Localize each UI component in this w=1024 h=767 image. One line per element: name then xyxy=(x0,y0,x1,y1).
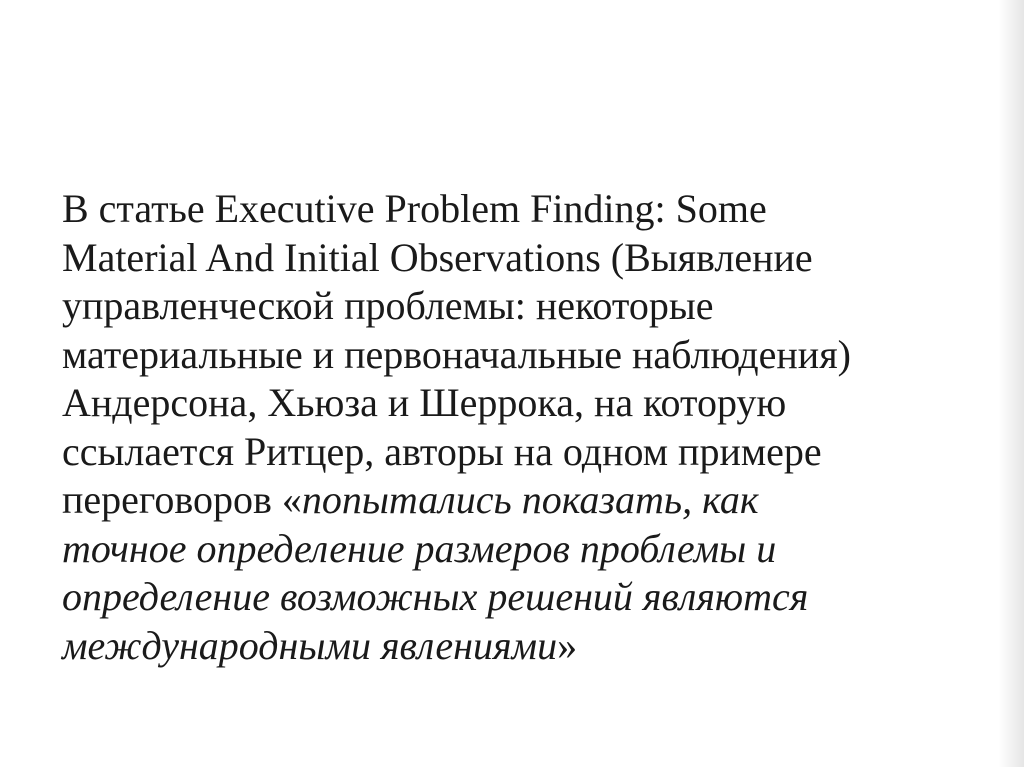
text-line: переговоров «попытались показать, как xyxy=(62,477,759,522)
text-line xyxy=(62,573,992,622)
quote-text: попытались показать, как xyxy=(301,477,759,522)
text-line xyxy=(62,622,992,671)
text-line: ссылается Ритцер, авторы на одном примере xyxy=(62,428,822,474)
quote-text: точное определение размеров проблемы и xyxy=(62,525,777,571)
text-line: В статье Executive Problem Finding: Some xyxy=(62,186,767,231)
text-line: материальные и первоначальные наблюдения) xyxy=(62,331,851,377)
right-edge-shadow xyxy=(998,0,1024,767)
text-line: Андерсона, Хьюза и Шеррока, на которую xyxy=(62,380,787,425)
quote-text: определение возможных решений являются xyxy=(62,574,809,619)
text-line xyxy=(62,525,992,574)
slide-body-text xyxy=(62,185,992,670)
quote-text: международными явлениями xyxy=(62,622,558,668)
text-line: управленческой проблемы: некоторые xyxy=(62,283,714,328)
text-line: Material And Initial Observations (Выявление xyxy=(62,234,813,280)
closing-quote-mark: » xyxy=(557,622,578,668)
